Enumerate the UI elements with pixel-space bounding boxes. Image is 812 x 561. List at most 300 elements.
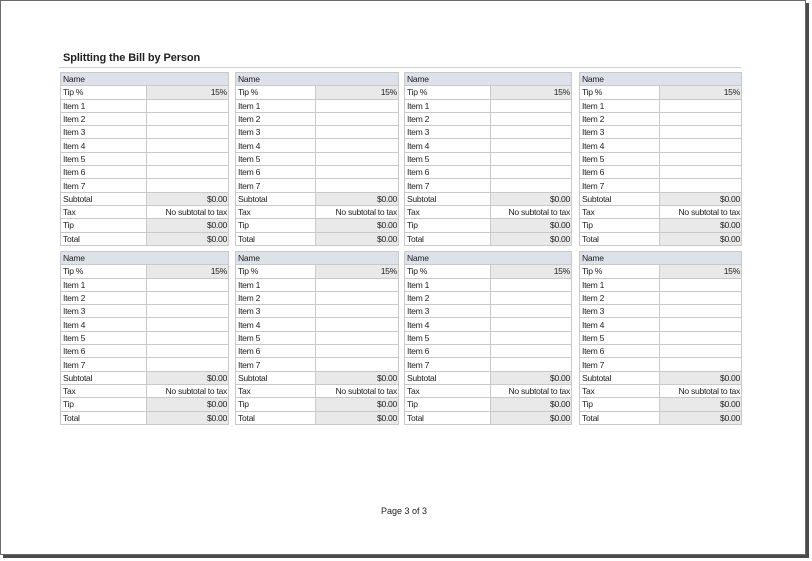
tax-row: [61, 205, 229, 218]
item-row: [236, 291, 399, 304]
item-row-label: Item 4: [61, 139, 147, 152]
item-row: [405, 152, 572, 165]
item-row: [580, 152, 742, 165]
tip-percent-row-label: Tip %: [236, 86, 316, 99]
total-row-value[interactable]: $0.00: [491, 232, 572, 245]
item-row: [580, 345, 742, 358]
item-row: [236, 139, 399, 152]
item-row-label: Item 7: [61, 179, 147, 192]
item-row-value[interactable]: [491, 318, 572, 331]
tax-row-value[interactable]: No subtotal to tax: [491, 205, 572, 218]
item-row-label: Item 1: [580, 99, 660, 112]
tip-amount-row-label: Tip: [580, 398, 660, 411]
item-row-label: Item 1: [236, 99, 316, 112]
item-row-label: Item 3: [405, 126, 491, 139]
item-row-label: Item 1: [405, 278, 491, 291]
tip-amount-row-value[interactable]: $0.00: [316, 398, 399, 411]
item-row-label: Item 2: [580, 112, 660, 125]
tax-row: [61, 384, 229, 397]
total-row-label: Total: [61, 411, 147, 424]
tax-row-value[interactable]: No subtotal to tax: [316, 205, 399, 218]
total-row: [236, 411, 399, 424]
item-row-label: Item 4: [580, 318, 660, 331]
item-row-label: Item 6: [61, 166, 147, 179]
tax-row: [405, 384, 572, 397]
item-row: [236, 99, 399, 112]
item-row-value[interactable]: [316, 112, 399, 125]
tip-percent-row-label: Tip %: [580, 86, 660, 99]
subtotal-row-label: Subtotal: [236, 371, 316, 384]
tip-amount-row: [580, 219, 742, 232]
tax-row: [405, 205, 572, 218]
tax-row-value[interactable]: No subtotal to tax: [147, 384, 229, 397]
item-row-label: Item 7: [236, 358, 316, 371]
tax-row-value[interactable]: No subtotal to tax: [660, 384, 742, 397]
item-row-value[interactable]: [147, 166, 229, 179]
item-row-label: Item 5: [236, 152, 316, 165]
tip-amount-row: [61, 219, 229, 232]
item-row-value[interactable]: [316, 166, 399, 179]
total-row: [61, 232, 229, 245]
tip-amount-row-value[interactable]: $0.00: [147, 219, 229, 232]
item-row-label: Item 4: [236, 139, 316, 152]
item-row-label: Item 6: [405, 166, 491, 179]
subtotal-row-value[interactable]: $0.00: [147, 371, 229, 384]
name-row-label[interactable]: Name: [405, 73, 572, 86]
item-row-value[interactable]: [147, 358, 229, 371]
item-row-label: Item 3: [405, 305, 491, 318]
item-row: [580, 331, 742, 344]
person-card: [60, 251, 229, 425]
item-row-value[interactable]: [316, 345, 399, 358]
total-row-value[interactable]: $0.00: [660, 232, 742, 245]
person-card: [404, 251, 572, 425]
item-row-label: Item 2: [405, 112, 491, 125]
total-row-value[interactable]: $0.00: [147, 411, 229, 424]
item-row-label: Item 5: [405, 331, 491, 344]
item-row-value[interactable]: [660, 126, 742, 139]
item-row-label: Item 5: [61, 152, 147, 165]
tax-row: [580, 384, 742, 397]
subtotal-row-value[interactable]: $0.00: [660, 192, 742, 205]
item-row-label: Item 2: [61, 291, 147, 304]
total-row-label: Total: [580, 411, 660, 424]
item-row: [236, 318, 399, 331]
tip-percent-row: [236, 265, 399, 278]
subtotal-row: [405, 371, 572, 384]
subtotal-row: [236, 192, 399, 205]
item-row: [61, 112, 229, 125]
total-row-value[interactable]: $0.00: [147, 232, 229, 245]
tax-row-label: Tax: [580, 384, 660, 397]
item-row: [61, 152, 229, 165]
subtotal-row: [580, 192, 742, 205]
subtotal-row: [61, 371, 229, 384]
name-row: [405, 252, 572, 265]
total-row-label: Total: [236, 232, 316, 245]
tax-row-label: Tax: [405, 384, 491, 397]
tip-amount-row: [236, 398, 399, 411]
item-row-value[interactable]: [660, 278, 742, 291]
item-row-value[interactable]: [660, 99, 742, 112]
item-row-label: Item 1: [580, 278, 660, 291]
tip-percent-row-value[interactable]: 15%: [316, 265, 399, 278]
item-row: [236, 278, 399, 291]
tax-row-value[interactable]: No subtotal to tax: [660, 205, 742, 218]
person-card: [404, 72, 572, 246]
item-row: [61, 126, 229, 139]
tax-row-label: Tax: [61, 384, 147, 397]
item-row-value[interactable]: [316, 305, 399, 318]
name-row-label[interactable]: Name: [61, 252, 229, 265]
item-row-value[interactable]: [147, 126, 229, 139]
total-row-value[interactable]: $0.00: [491, 411, 572, 424]
item-row-value[interactable]: [660, 291, 742, 304]
item-row-label: Item 7: [580, 358, 660, 371]
subtotal-row-label: Subtotal: [405, 192, 491, 205]
tip-amount-row-value[interactable]: $0.00: [660, 219, 742, 232]
item-row-label: Item 1: [236, 278, 316, 291]
tax-row-value[interactable]: No subtotal to tax: [316, 384, 399, 397]
tip-amount-row-label: Tip: [405, 219, 491, 232]
name-row-label[interactable]: Name: [580, 73, 742, 86]
item-row-value[interactable]: [316, 152, 399, 165]
item-row-value[interactable]: [491, 126, 572, 139]
tax-row-label: Tax: [580, 205, 660, 218]
item-row: [61, 179, 229, 192]
person-card: [235, 72, 399, 246]
item-row-value[interactable]: [660, 166, 742, 179]
item-row-value[interactable]: [660, 305, 742, 318]
item-row-label: Item 4: [236, 318, 316, 331]
item-row-label: Item 2: [236, 112, 316, 125]
item-row: [236, 112, 399, 125]
item-row: [61, 358, 229, 371]
item-row-value[interactable]: [316, 318, 399, 331]
subtotal-row-label: Subtotal: [61, 192, 147, 205]
total-row-label: Total: [580, 232, 660, 245]
item-row-value[interactable]: [316, 278, 399, 291]
item-row-label: Item 5: [405, 152, 491, 165]
item-row-label: Item 7: [580, 179, 660, 192]
subtotal-row-value[interactable]: $0.00: [316, 192, 399, 205]
name-row-label[interactable]: Name: [236, 252, 399, 265]
item-row: [405, 291, 572, 304]
item-row-value[interactable]: [147, 318, 229, 331]
item-row: [236, 305, 399, 318]
tax-row: [236, 205, 399, 218]
tip-percent-row-value[interactable]: 15%: [491, 86, 572, 99]
item-row-value[interactable]: [316, 331, 399, 344]
document-title: Splitting the Bill by Person: [63, 52, 201, 64]
item-row-value[interactable]: [660, 179, 742, 192]
item-row: [61, 331, 229, 344]
item-row: [405, 305, 572, 318]
tip-amount-row: [405, 219, 572, 232]
item-row-label: Item 2: [236, 291, 316, 304]
name-row-label[interactable]: Name: [236, 73, 399, 86]
item-row-label: Item 7: [236, 179, 316, 192]
name-row-label[interactable]: Name: [61, 73, 229, 86]
tip-percent-row: [61, 86, 229, 99]
name-row: [580, 252, 742, 265]
item-row-label: Item 4: [580, 139, 660, 152]
tip-percent-row-label: Tip %: [61, 86, 147, 99]
item-row-value[interactable]: [491, 99, 572, 112]
item-row-value[interactable]: [491, 112, 572, 125]
item-row-value[interactable]: [147, 179, 229, 192]
person-card: [60, 72, 229, 246]
item-row-value[interactable]: [491, 358, 572, 371]
subtotal-row: [405, 192, 572, 205]
item-row-label: Item 4: [405, 318, 491, 331]
subtotal-row-value[interactable]: $0.00: [147, 192, 229, 205]
name-row: [61, 252, 229, 265]
tax-row-label: Tax: [61, 205, 147, 218]
item-row: [61, 305, 229, 318]
item-row: [61, 318, 229, 331]
item-row: [405, 166, 572, 179]
item-row-value[interactable]: [147, 305, 229, 318]
item-row-label: Item 3: [580, 126, 660, 139]
item-row: [580, 126, 742, 139]
total-row-label: Total: [405, 232, 491, 245]
tax-row-label: Tax: [236, 205, 316, 218]
tip-percent-row: [580, 265, 742, 278]
item-row: [405, 179, 572, 192]
item-row-label: Item 1: [405, 99, 491, 112]
title-divider: [59, 67, 741, 68]
item-row: [236, 179, 399, 192]
item-row: [61, 345, 229, 358]
item-row-label: Item 5: [580, 331, 660, 344]
item-row: [405, 278, 572, 291]
tip-amount-row-label: Tip: [236, 219, 316, 232]
item-row: [61, 278, 229, 291]
subtotal-row-label: Subtotal: [580, 192, 660, 205]
item-row: [580, 179, 742, 192]
subtotal-row-label: Subtotal: [580, 371, 660, 384]
item-row: [580, 99, 742, 112]
item-row-value[interactable]: [147, 278, 229, 291]
person-card: [235, 251, 399, 425]
item-row-label: Item 6: [236, 166, 316, 179]
item-row-label: Item 5: [580, 152, 660, 165]
item-row: [580, 318, 742, 331]
tax-row-value[interactable]: No subtotal to tax: [147, 205, 229, 218]
tip-percent-row: [405, 86, 572, 99]
item-row-value[interactable]: [660, 318, 742, 331]
subtotal-row-label: Subtotal: [236, 192, 316, 205]
item-row-label: Item 3: [580, 305, 660, 318]
tip-percent-row-label: Tip %: [236, 265, 316, 278]
item-row-label: Item 1: [61, 99, 147, 112]
item-row-value[interactable]: [491, 305, 572, 318]
item-row-label: Item 1: [61, 278, 147, 291]
tip-amount-row: [405, 398, 572, 411]
item-row-value[interactable]: [316, 139, 399, 152]
name-row: [61, 73, 229, 86]
item-row-label: Item 6: [580, 166, 660, 179]
subtotal-row: [580, 371, 742, 384]
item-row-value[interactable]: [660, 345, 742, 358]
item-row-label: Item 4: [61, 318, 147, 331]
item-row: [405, 345, 572, 358]
item-row-value[interactable]: [491, 331, 572, 344]
tip-percent-row-value[interactable]: 15%: [660, 86, 742, 99]
tip-percent-row: [580, 86, 742, 99]
item-row: [405, 126, 572, 139]
item-row-value[interactable]: [491, 278, 572, 291]
item-row-value[interactable]: [660, 331, 742, 344]
item-row-value[interactable]: [147, 152, 229, 165]
item-row-value[interactable]: [147, 291, 229, 304]
tax-row: [236, 384, 399, 397]
total-row-value[interactable]: $0.00: [660, 411, 742, 424]
item-row-value[interactable]: [660, 358, 742, 371]
item-row: [61, 291, 229, 304]
item-row: [236, 166, 399, 179]
total-row-value[interactable]: $0.00: [316, 232, 399, 245]
tip-amount-row: [236, 219, 399, 232]
subtotal-row-value[interactable]: $0.00: [491, 192, 572, 205]
item-row: [580, 278, 742, 291]
tip-percent-row-label: Tip %: [405, 86, 491, 99]
item-row-label: Item 6: [236, 345, 316, 358]
total-row: [405, 411, 572, 424]
item-row-label: Item 3: [236, 305, 316, 318]
tip-amount-row-value[interactable]: $0.00: [660, 398, 742, 411]
total-row: [405, 232, 572, 245]
item-row-value[interactable]: [660, 139, 742, 152]
name-row: [236, 73, 399, 86]
item-row-value[interactable]: [147, 331, 229, 344]
tip-percent-row-value[interactable]: 15%: [147, 86, 229, 99]
item-row-value[interactable]: [316, 291, 399, 304]
tax-row: [580, 205, 742, 218]
item-row-label: Item 3: [236, 126, 316, 139]
person-card: [579, 251, 742, 425]
item-row: [61, 139, 229, 152]
subtotal-row-value[interactable]: $0.00: [660, 371, 742, 384]
item-row-value[interactable]: [147, 345, 229, 358]
tip-percent-row: [236, 86, 399, 99]
name-row-label[interactable]: Name: [405, 252, 572, 265]
name-row: [236, 252, 399, 265]
item-row-value[interactable]: [660, 112, 742, 125]
item-row: [236, 152, 399, 165]
item-row-value[interactable]: [316, 126, 399, 139]
item-row: [405, 99, 572, 112]
name-row: [580, 73, 742, 86]
item-row: [405, 318, 572, 331]
tip-amount-row-value[interactable]: $0.00: [147, 398, 229, 411]
total-row: [580, 232, 742, 245]
item-row-value[interactable]: [491, 139, 572, 152]
tip-amount-row-label: Tip: [405, 398, 491, 411]
item-row-value[interactable]: [316, 358, 399, 371]
item-row: [405, 112, 572, 125]
item-row-value[interactable]: [491, 291, 572, 304]
tax-row-value[interactable]: No subtotal to tax: [491, 384, 572, 397]
item-row-label: Item 4: [405, 139, 491, 152]
item-row: [236, 126, 399, 139]
item-row: [236, 331, 399, 344]
item-row-label: Item 7: [405, 358, 491, 371]
item-row-label: Item 6: [61, 345, 147, 358]
tip-amount-row-value[interactable]: $0.00: [491, 219, 572, 232]
item-row-value[interactable]: [316, 179, 399, 192]
subtotal-row-value[interactable]: $0.00: [491, 371, 572, 384]
item-row-value[interactable]: [491, 166, 572, 179]
total-row: [61, 411, 229, 424]
tip-amount-row-label: Tip: [61, 398, 147, 411]
item-row-value[interactable]: [147, 99, 229, 112]
total-row-label: Total: [61, 232, 147, 245]
item-row-label: Item 5: [61, 331, 147, 344]
item-row: [580, 358, 742, 371]
tip-amount-row-value[interactable]: $0.00: [491, 398, 572, 411]
tax-row-label: Tax: [236, 384, 316, 397]
tip-percent-row-value[interactable]: 15%: [147, 265, 229, 278]
item-row: [580, 166, 742, 179]
subtotal-row: [61, 192, 229, 205]
tip-percent-row-label: Tip %: [580, 265, 660, 278]
subtotal-row-value[interactable]: $0.00: [316, 371, 399, 384]
tip-percent-row-value[interactable]: 15%: [660, 265, 742, 278]
tip-percent-row: [61, 265, 229, 278]
tip-percent-row-value[interactable]: 15%: [491, 265, 572, 278]
item-row-value[interactable]: [316, 99, 399, 112]
total-row: [580, 411, 742, 424]
item-row-value[interactable]: [147, 112, 229, 125]
item-row-value[interactable]: [491, 152, 572, 165]
item-row-label: Item 2: [405, 291, 491, 304]
tip-amount-row-value[interactable]: $0.00: [316, 219, 399, 232]
item-row-label: Item 7: [61, 358, 147, 371]
tip-percent-row: [405, 265, 572, 278]
total-row: [236, 232, 399, 245]
tip-amount-row: [61, 398, 229, 411]
person-card: [579, 72, 742, 246]
tip-amount-row-label: Tip: [236, 398, 316, 411]
total-row-value[interactable]: $0.00: [316, 411, 399, 424]
item-row: [405, 358, 572, 371]
item-row-value[interactable]: [491, 179, 572, 192]
item-row: [61, 166, 229, 179]
item-row: [580, 112, 742, 125]
tip-amount-row-label: Tip: [61, 219, 147, 232]
item-row-label: Item 6: [580, 345, 660, 358]
item-row-value[interactable]: [660, 152, 742, 165]
item-row: [580, 291, 742, 304]
total-row-label: Total: [405, 411, 491, 424]
tip-percent-row-label: Tip %: [61, 265, 147, 278]
item-row: [580, 305, 742, 318]
item-row: [580, 139, 742, 152]
item-row-label: Item 3: [61, 126, 147, 139]
name-row: [405, 73, 572, 86]
item-row-label: Item 5: [236, 331, 316, 344]
tip-amount-row: [580, 398, 742, 411]
item-row-label: Item 6: [405, 345, 491, 358]
item-row-value[interactable]: [491, 345, 572, 358]
tip-percent-row-value[interactable]: 15%: [316, 86, 399, 99]
item-row-label: Item 2: [580, 291, 660, 304]
name-row-label[interactable]: Name: [580, 252, 742, 265]
item-row-value[interactable]: [147, 139, 229, 152]
item-row: [236, 358, 399, 371]
